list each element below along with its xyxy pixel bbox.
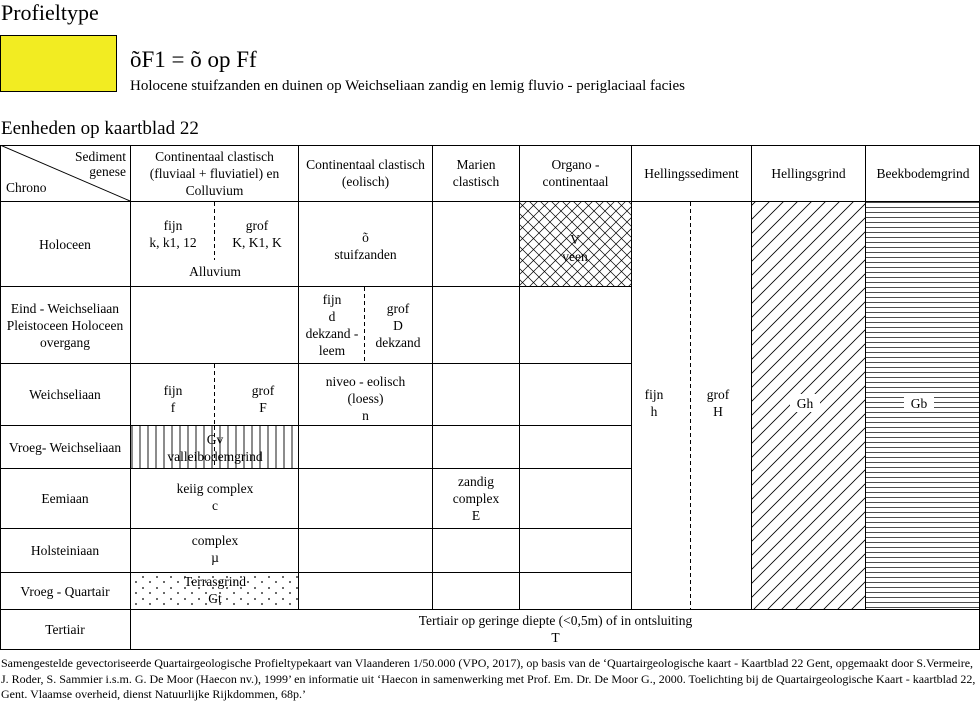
hellingsgrind-unit: Gh (790, 394, 820, 412)
keiig-complex-unit: keiig complex c (176, 481, 254, 513)
profile-color-swatch (0, 35, 117, 92)
alluvium-label: Alluvium (189, 263, 241, 279)
tertiair-unit: Tertiair op geringe diepte (<0,5m) of in ontsluiting T (418, 613, 693, 645)
beekbodemgrind-unit: Gb (904, 394, 934, 412)
column-header-continentaal-fluviaal: Continentaal clastisch (fluviaal + fluviatiel) en Colluvium (149, 148, 280, 198)
row-header-vroeg-quartair: Vroeg - Quartair (20, 583, 110, 599)
column-header-organo: Organo - continentaal (542, 157, 609, 189)
row-header-vroeg-weichseliaan: Vroeg- Weichseliaan (8, 439, 122, 455)
terrasgrind-unit: Terrasgrind Gt (183, 574, 247, 606)
helling-fijn-unit: fijn h (644, 387, 664, 419)
row-header-holoceen: Holoceen (39, 236, 91, 252)
eind-grof-unit: grof D dekzand (375, 300, 421, 350)
corner-genese-label: genese (89, 163, 126, 179)
stuifzanden-unit: õ stuifzanden (334, 230, 397, 262)
zandig-complex-unit: zandig complex E (452, 473, 500, 523)
corner-chrono-label: Chrono (6, 179, 47, 195)
loess-unit: niveo - eolisch (loess) n (325, 373, 406, 423)
weichseliaan-grof-unit: grof F (251, 383, 275, 415)
source-citation: Samengestelde gevectoriseerde Quartairgeologische Profieltypekaart van Vlaanderen 1/50.000 (VPO, 2017), op basis van de ‘Quartairgeologische kaart - Kaartblad 22 Gent, opgemaakt door S.Vermeire, J. Roder, S. Sammier i.s.m. G. De Moor (Haecon nv.), 1999’ en informatie uit ‘Haecon in samenwerking met Prof. Em. Dr. De Moor G., 2000. Toelichting bij de Quartairgeologische Kaart - kaartblad 22, Gent. Vlaamse overheid, dienst Natuurlijke Rijkdommen, 68p.’ (1, 656, 976, 701)
profile-description: Holocene stuifzanden en duinen op Weichseliaan zandig en lemig fluvio - periglaciaal facies (130, 78, 685, 94)
valleibodemgrind-unit: Gv valleibodemgrind (167, 432, 263, 464)
row-header-weichseliaan: Weichseliaan (29, 387, 101, 402)
column-header-hellingsgrind: Hellingsgrind (771, 165, 846, 181)
eind-fijn-unit: fijn d dekzand - leem (305, 292, 359, 358)
column-header-hellingssediment: Hellingssediment (644, 165, 739, 181)
weichseliaan-fijn-unit: fijn f (163, 383, 183, 415)
column-header-beekbodemgrind: Beekbodemgrind (876, 165, 970, 181)
column-header-marien: Marien clastisch (452, 157, 500, 189)
row-header-eind-weichseliaan: Eind - Weichseliaan Pleistoceen Holoceen overgang (6, 300, 124, 350)
profile-code: õF1 = õ op Ff (130, 47, 257, 72)
profile-title: Profieltype (1, 0, 99, 25)
row-header-eemiaan: Eemiaan (41, 491, 89, 506)
complex-mu-unit: complex µ (191, 533, 239, 565)
row-header-tertiair: Tertiair (45, 621, 85, 637)
holoceen-grof-unit: grof K, K1, K (232, 218, 282, 250)
corner-sediment-label: Sediment (75, 148, 126, 164)
column-header-continentaal-eolisch: Continentaal clastisch (eolisch) (306, 157, 425, 189)
helling-grof-unit: grof H (706, 387, 730, 419)
units-title: Eenheden op kaartblad 22 (1, 118, 199, 139)
holoceen-fijn-unit: fijn k, k1, 12 (149, 218, 197, 250)
veen-unit: V veen (562, 232, 588, 264)
row-header-holsteiniaan: Holsteiniaan (30, 543, 100, 558)
